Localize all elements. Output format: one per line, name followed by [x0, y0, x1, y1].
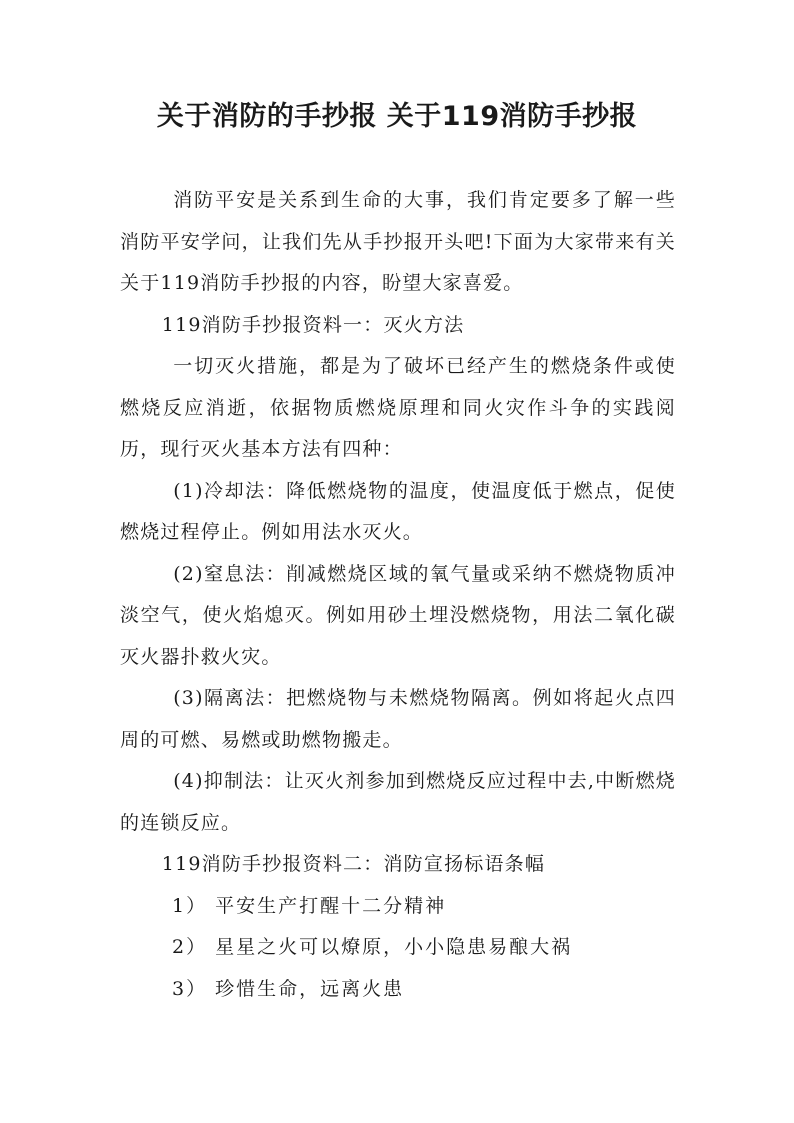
intro-paragraph: 消防平安是关系到生命的大事，我们肯定要多了解一些消防平安学问，让我们先从手抄报开头吧!下面为大家带来有关关于119消防手抄报的内容，盼望大家喜爱。 — [120, 189, 676, 294]
method-isolation-paragraph: (3)隔离法：把燃烧物与未燃烧物隔离。例如将起火点四周的可燃、易燃或助燃物搬走。 — [120, 687, 676, 751]
method-smothering-paragraph: (2)窒息法：削减燃烧区域的氧气量或采纳不燃烧物质冲淡空气，使火焰熄灭。例如用砂土埋没燃烧物，用法二氧化碳灭火器扑救火灾。 — [120, 562, 676, 668]
methods-intro-paragraph: 一切灭火措施，都是为了破坏已经产生的燃烧条件或使燃烧反应消逝，依据物质燃烧原理和同火灾作斗争的实践阅历，现行灭火基本方法有四种： — [120, 355, 676, 460]
section-heading-slogans: 119消防手抄报资料二：消防宣扬标语条幅 — [161, 853, 546, 875]
slogan-item: 2） 星星之火可以燎原，小小隐患易酿大祸 — [172, 936, 573, 958]
document-body — [120, 180, 676, 1010]
slogan-item: 3） 珍惜生命，远离火患 — [172, 977, 405, 1000]
section-heading-methods: 119消防手抄报资料一：灭火方法 — [161, 313, 465, 336]
slogan-item: 1） 平安生产打醒十二分精神 — [172, 894, 447, 917]
method-inhibition-paragraph: (4)抑制法：让灭火剂参加到燃烧反应过程中去,中断燃烧的连锁反应。 — [120, 770, 676, 834]
method-cooling-paragraph: (1)冷却法：降低燃烧物的温度，使温度低于燃点，促使燃烧过程停止。例如用法水灭火。 — [120, 479, 676, 543]
document-title: 关于消防的手抄报 关于119消防手抄报 — [156, 101, 638, 132]
